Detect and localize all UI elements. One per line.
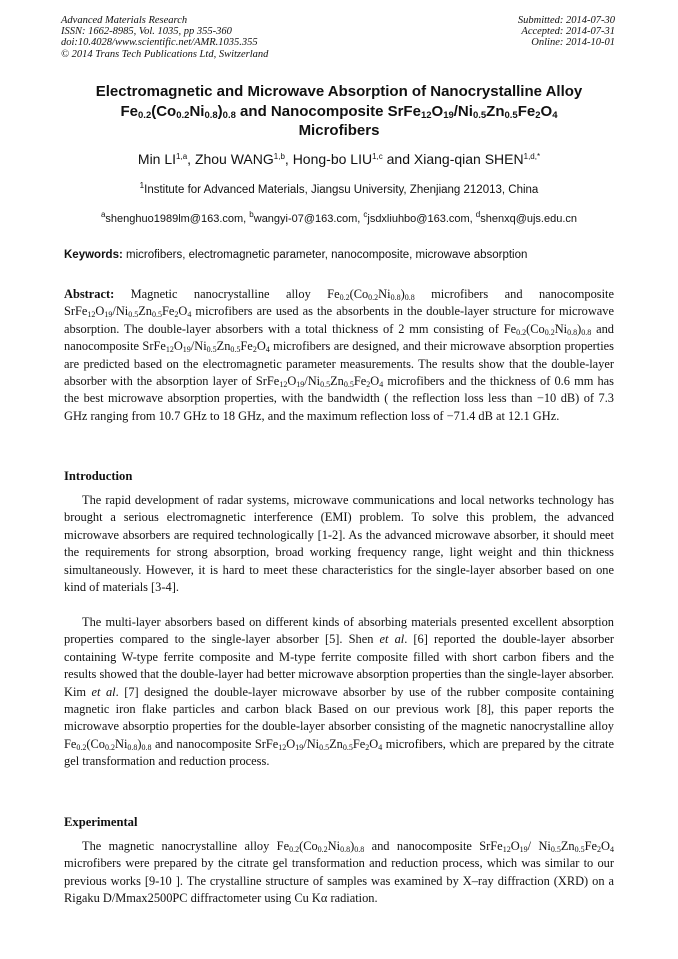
email[interactable]: shenghuo1989lm@163.com (105, 213, 244, 225)
title-line-2: $Fe_{0.2}(Co_{0.2}Ni_{0.8})_{0.8}$ and Nanocomposite $SrFe_{12}O_{19}/Ni_{0.5}Zn_{0.5}Fe_2O_4$ (120, 102, 558, 121)
email-sup: a (100, 210, 106, 219)
keywords (64, 249, 614, 261)
email-sup: c (363, 210, 368, 219)
intro-paragraph-1: The rapid development of radar systems, microwave communications and local networks technology has brought a serious electromagnetic interference (EMI) problem. To solve this problem, the advanced microwave absorbers are required technologically [1-2]. As the advanced microwave absorber, it should meet the requirements for strong absorption, broad working frequency range, light weight and thin thickness simultaneously. However, it is hard to meet these characteristics for the single-layer absorber based on one kind of materials [3-4]. (64, 493, 614, 595)
abstract: Abstract: Magnetic nanocrystalline alloy $Fe_{0.2}(Co_{0.2}Ni_{0.8})_{0.8}$ microfibers and nanocomposite $SrFe_{12}O_{19}/Ni_{0.5}Zn_{0.5}Fe_2O_4$ microfibers are used as the absorbents in the double-layer structure for microwave absorption. The double-layer absorbers with a total thickness of 2 mm consisting of $Fe_{0.2}(Co_{0.2}Ni_{0.8})_{0.8}$ and nanocomposite $SrFe_{12}O_{19}/Ni_{0.5}Zn_{0.5}Fe_2O_4$ microfibers are designed, and their microwave absorption properties are predicted based on the electromagnetic parameter measurements. The results show that the double-layer absorber with the absorption layer of $SrFe_{12}O_{19}/Ni_{0.5}Zn_{0.5}Fe_2O_4$ microfibers and the thickness of 0.6 mm has the best microwave absorption properties, with the bandwidth ( the reflection loss less than −10 dB) of 7.3 GHz ranging from 10.7 GHz to 18 GHz, and the maximum reflection loss of −71.4 dB at 12.1 GHz. (64, 287, 615, 423)
paper-title (64, 82, 614, 141)
author-sup: 1,c (372, 152, 383, 161)
submitted-date: Submitted: 2014-07-30 (517, 15, 615, 26)
intro-paragraph-2: The multi-layer absorbers based on different kinds of absorbing materials presented excellent absorption properties compared to the single-layer absorber [5]. Shen et al. [6] reported the double-layer absorber containing W-type ferrite composite and M-type ferrite composite filled with short carbon fibers and the results showed that the double-layer had better microwave absorption properties than the single-layer absorber. Kim et al. [7] designed the double-layer microwave absorber by use of the rubber composite containing magnetic iron flake particles and carbon black Based on our previous work [8], this paper reports the microwave absorptio properties for the double-layer absorber consisting of the magnetic nanocrystalline alloy $Fe_{0.2}(Co_{0.2}Ni_{0.8})_{0.8}$ and nanocomposite $SrFe_{12}O_{19}/Ni_{0.5}Zn_{0.5}Fe_2O_4$ microfibers, which are prepared by the citrate gel transformation and reduction process. (64, 615, 614, 769)
dates-info (518, 15, 615, 49)
affiliation-sup: 1 (139, 181, 145, 190)
experimental-paragraph-1: The magnetic nanocrystalline alloy $Fe_{0.2}(Co_{0.2}Ni_{0.8})_{0.8}$ and nanocomposite $SrFe_{12}O_{19}/$ $Ni_{0.5}Zn_{0.5}Fe_2O_4$ microfibers were prepared by the citrate gel transformation and reduction process, which was similar to our previous works [9-10 ]. The crystalline structure of samples was examined by X–ray diffraction (XRD) on a Rigaku D/Mmax2500PC diffractometer using Cu Kα radiation. (64, 839, 614, 906)
email-list: $^a$shenghuo1989lm@163.com, $^b$wangyi-07@163.com, $^c$jsdxliuhbo@163.com, $^d$shenxq@ujs.edu.cn (100, 210, 578, 225)
doi: doi:10.4028/www.scientific.net/AMR.1035.355 (61, 37, 258, 49)
abstract-label: Abstract: (64, 287, 115, 301)
author-name: Hong-bo LIU (292, 151, 373, 167)
section-heading-introduction: Introduction (64, 469, 133, 483)
author-sup: 1,b (273, 152, 285, 161)
keywords-text: microfibers, electromagnetic parameter, nanocomposite, microwave absorption (126, 249, 528, 261)
keywords-label: Keywords: (64, 249, 123, 261)
email-sup: d (475, 210, 481, 219)
author-list: Min LI$^{1,a}$, Zhou WANG$^{1,b}$, Hong-bo LIU$^{1,c}$ and Xiang-qian $SHEN^{1,d,*}$ (137, 151, 541, 167)
journal-info (61, 15, 268, 60)
author-sup: 1,a (176, 152, 188, 161)
title-line-3: Microfibers (298, 122, 380, 139)
journal-name: Advanced Materials Research (61, 15, 188, 26)
author-name: Zhou WANG (194, 151, 274, 167)
affiliation-text: Institute for Advanced Materials, Jiangsu University, Zhenjiang 212013, China (144, 184, 539, 196)
author-name: Min LI (137, 151, 177, 167)
affiliation (64, 181, 614, 196)
section-heading-experimental: Experimental (64, 815, 138, 829)
email[interactable]: shenxq@ujs.edu.cn (480, 213, 578, 225)
email-sup: b (249, 210, 254, 219)
author-name: Xiang-qian SHEN (413, 151, 524, 167)
title-line-1: Electromagnetic and Microwave Absorption of Nanocrystalline Alloy (95, 83, 583, 100)
accepted-date: Accepted: 2014-07-31 (521, 26, 615, 38)
email[interactable]: jsdxliuhbo@163.com (367, 213, 470, 225)
issn: ISSN: 1662-8985, Vol. 1035, pp 355-360 (61, 26, 232, 38)
author-sup: 1,d,* (523, 152, 541, 161)
online-date: Online: 2014-10-01 (531, 37, 615, 49)
copyright: © 2014 Trans Tech Publications Ltd, Switzerland (61, 48, 269, 60)
email[interactable]: wangyi-07@163.com (253, 213, 358, 225)
